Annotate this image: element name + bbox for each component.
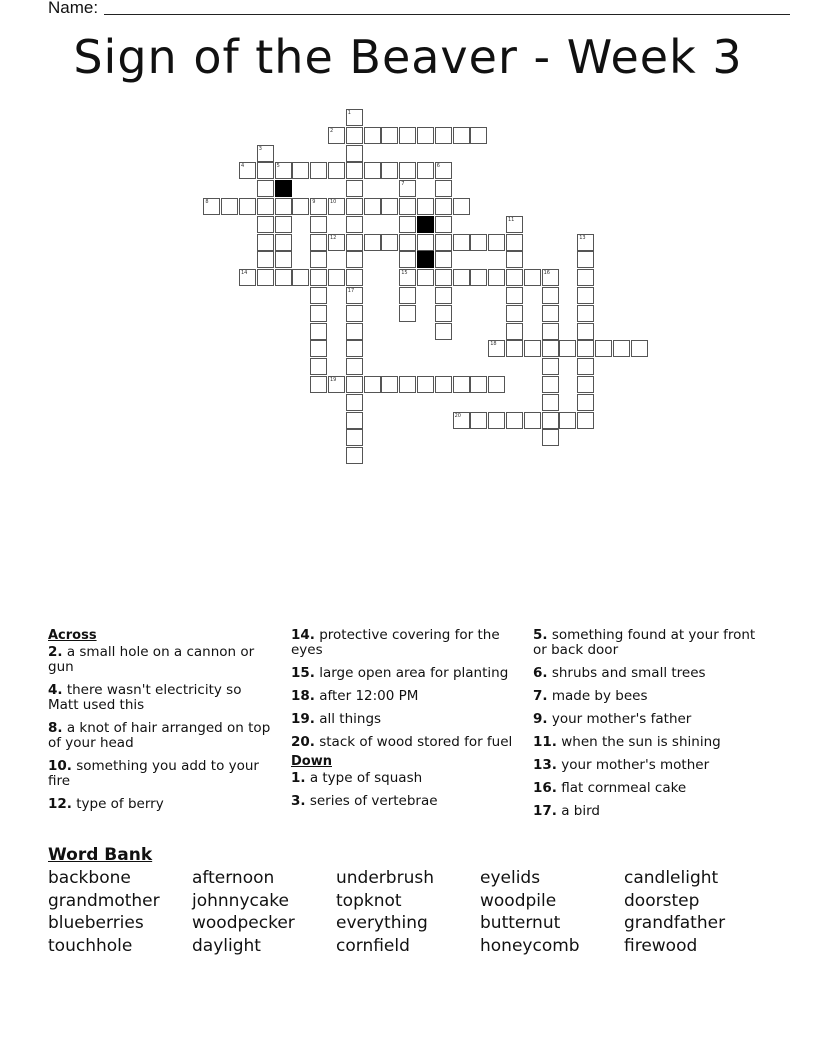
grid-cell[interactable] <box>577 305 594 322</box>
grid-cell[interactable] <box>417 269 434 286</box>
clue-number: 12. <box>48 796 72 812</box>
grid-cell[interactable] <box>542 305 559 322</box>
grid-cell[interactable] <box>435 251 452 268</box>
clue-number: 8. <box>48 720 63 736</box>
word-bank-word: backbone <box>48 868 131 888</box>
clue-number: 16. <box>533 780 557 796</box>
grid-cell[interactable] <box>346 251 363 268</box>
grid-cell[interactable] <box>257 198 274 215</box>
grid-number: 5 <box>276 163 280 170</box>
clue-text: stack of wood stored for fuel <box>319 734 513 750</box>
clues-column-2 <box>291 628 519 817</box>
grid-cell[interactable] <box>577 394 594 411</box>
grid-number: 15 <box>401 270 408 277</box>
clue-text: all things <box>319 711 382 727</box>
clues-column-3 <box>533 628 761 827</box>
clue-item <box>48 645 276 675</box>
clue-text: when the sun is shining <box>561 734 721 750</box>
across-heading: Across <box>48 628 97 643</box>
word-bank-title: Word Bank <box>48 845 153 865</box>
grid-cell[interactable] <box>453 198 470 215</box>
grid-cell[interactable] <box>346 269 363 286</box>
grid-number: 19 <box>330 377 337 383</box>
grid-cell[interactable] <box>257 162 274 179</box>
grid-cell[interactable] <box>435 198 452 215</box>
clue-text: your mother's mother <box>561 757 710 773</box>
word-bank-word: blueberries <box>48 913 144 933</box>
grid-cell[interactable] <box>399 376 416 393</box>
grid-number: 18 <box>490 341 497 348</box>
grid-cell[interactable] <box>346 447 363 464</box>
clue-text: a bird <box>561 803 600 819</box>
grid-cell[interactable] <box>542 376 559 393</box>
clue-text: flat cornmeal cake <box>561 780 687 796</box>
clue-item <box>48 683 276 713</box>
clue-number: 11. <box>533 734 557 750</box>
clue-item <box>533 666 761 681</box>
grid-cell[interactable] <box>417 162 434 179</box>
grid-cell[interactable] <box>310 269 327 286</box>
clue-item <box>533 712 761 727</box>
grid-cell[interactable] <box>292 162 309 179</box>
grid-cell[interactable] <box>577 251 594 268</box>
clue-item <box>48 797 276 812</box>
grid-cell[interactable] <box>239 198 256 215</box>
grid-cell[interactable] <box>310 234 327 251</box>
clue-item <box>533 735 761 750</box>
grid-cell[interactable] <box>364 376 381 393</box>
clues-column-1 <box>48 628 276 820</box>
grid-cell[interactable] <box>364 162 381 179</box>
grid-cell[interactable] <box>399 234 416 251</box>
clue-item <box>291 794 519 809</box>
grid-cell[interactable] <box>488 376 505 393</box>
grid-cell[interactable] <box>417 198 434 215</box>
grid-number: 16 <box>543 270 550 277</box>
word-bank-word: daylight <box>192 935 261 956</box>
grid-cell[interactable] <box>346 162 363 179</box>
word-bank-word: doorstep <box>624 890 700 911</box>
clue-text: a knot of hair arranged on top of your head <box>48 720 271 751</box>
word-bank-word: afternoon <box>192 868 275 888</box>
clue-number: 9. <box>533 711 548 727</box>
grid-cell[interactable] <box>364 198 381 215</box>
clue-text: a small hole on a cannon or gun <box>48 644 255 675</box>
grid-cell[interactable] <box>346 145 363 162</box>
grid-cell[interactable] <box>399 287 416 304</box>
grid-cell[interactable] <box>577 269 594 286</box>
clue-text: type of berry <box>76 796 164 812</box>
clue-item <box>533 781 761 796</box>
grid-number: 12 <box>330 234 337 241</box>
grid-cell[interactable] <box>470 234 487 251</box>
grid-cell[interactable] <box>275 251 292 268</box>
grid-cell[interactable] <box>488 412 505 429</box>
name-underline <box>104 14 790 15</box>
grid-cell[interactable] <box>577 358 594 375</box>
clue-text: something found at your front or back door <box>533 627 756 658</box>
grid-number: 4 <box>241 163 245 170</box>
grid-cell[interactable] <box>542 358 559 375</box>
grid-cell[interactable] <box>292 198 309 215</box>
clue-text: a type of squash <box>309 770 423 786</box>
clue-number: 1. <box>291 770 306 786</box>
word-bank-word: woodpecker <box>192 913 295 933</box>
grid-cell[interactable] <box>506 287 523 304</box>
grid-cell[interactable] <box>346 358 363 375</box>
grid-block <box>275 180 292 197</box>
grid-cell[interactable] <box>542 323 559 340</box>
grid-cell[interactable] <box>470 269 487 286</box>
grid-cell[interactable] <box>275 234 292 251</box>
clue-number: 5. <box>533 627 548 643</box>
grid-number: 8 <box>205 199 209 205</box>
grid-cell[interactable] <box>257 216 274 233</box>
grid-number: 2 <box>330 127 334 134</box>
grid-cell[interactable] <box>364 127 381 144</box>
clue-number: 20. <box>291 734 315 750</box>
clue-number: 15. <box>291 665 315 681</box>
grid-number: 13 <box>579 234 586 241</box>
page-title: Sign of the Beaver - Week 3 <box>73 30 743 84</box>
clue-text: after 12:00 PM <box>319 688 419 704</box>
grid-cell[interactable] <box>399 305 416 322</box>
clue-item <box>291 771 519 786</box>
grid-cell[interactable] <box>613 340 630 357</box>
grid-cell[interactable] <box>417 127 434 144</box>
grid-cell[interactable] <box>257 269 274 286</box>
grid-block <box>417 216 434 233</box>
grid-cell[interactable] <box>435 287 452 304</box>
grid-number: 1 <box>347 110 351 116</box>
grid-number: 6 <box>436 163 440 170</box>
grid-cell[interactable] <box>275 269 292 286</box>
grid-cell[interactable] <box>453 234 470 251</box>
clue-text: series of vertebrae <box>309 793 438 809</box>
grid-cell[interactable] <box>542 340 559 357</box>
grid-cell[interactable] <box>506 269 523 286</box>
grid-cell[interactable] <box>453 376 470 393</box>
grid-cell[interactable] <box>524 340 541 357</box>
grid-cell[interactable] <box>310 162 327 179</box>
grid-cell[interactable] <box>435 180 452 197</box>
grid-cell[interactable] <box>310 358 327 375</box>
word-bank-word: eyelids <box>480 868 541 888</box>
word-bank-word: honeycomb <box>480 935 580 956</box>
clue-number: 13. <box>533 757 557 773</box>
grid-number: 20 <box>454 412 461 419</box>
clue-item <box>291 666 519 681</box>
grid-cell[interactable] <box>346 198 363 215</box>
grid-cell[interactable] <box>381 127 398 144</box>
word-bank-word: underbrush <box>336 868 434 888</box>
grid-number: 7 <box>401 181 405 188</box>
grid-cell[interactable] <box>257 251 274 268</box>
clue-number: 4. <box>48 682 63 698</box>
clue-number: 17. <box>533 803 557 819</box>
grid-cell[interactable] <box>275 198 292 215</box>
grid-number: 3 <box>258 145 262 152</box>
grid-cell[interactable] <box>470 412 487 429</box>
grid-cell[interactable] <box>470 127 487 144</box>
clue-item <box>533 628 761 658</box>
word-bank-word: touchhole <box>48 935 133 956</box>
grid-cell[interactable] <box>577 323 594 340</box>
grid-cell[interactable] <box>488 269 505 286</box>
grid-cell[interactable] <box>346 376 363 393</box>
clue-number: 10. <box>48 758 72 774</box>
grid-cell[interactable] <box>381 162 398 179</box>
grid-cell[interactable] <box>435 323 452 340</box>
clue-number: 2. <box>48 644 63 660</box>
grid-cell[interactable] <box>346 127 363 144</box>
clue-number: 14. <box>291 627 315 643</box>
grid-cell[interactable] <box>435 305 452 322</box>
grid-cell[interactable] <box>524 269 541 286</box>
grid-cell[interactable] <box>381 198 398 215</box>
grid-cell[interactable] <box>310 305 327 322</box>
grid-cell[interactable] <box>257 180 274 197</box>
word-bank-word: topknot <box>336 890 402 911</box>
word-bank <box>48 867 778 957</box>
clue-item <box>291 712 519 727</box>
grid-cell[interactable] <box>435 234 452 251</box>
grid-cell[interactable] <box>453 127 470 144</box>
grid-cell[interactable] <box>381 376 398 393</box>
clue-item <box>291 689 519 704</box>
grid-cell[interactable] <box>399 198 416 215</box>
grid-cell[interactable] <box>346 412 363 429</box>
clue-text: something you add to your fire <box>48 758 259 789</box>
word-bank-word: woodpile <box>480 890 557 911</box>
clue-text: protective covering for the eyes <box>291 627 500 658</box>
grid-number: 14 <box>241 270 248 277</box>
grid-cell[interactable] <box>506 323 523 340</box>
word-bank-word: everything <box>336 913 428 933</box>
word-bank-word: grandfather <box>624 913 726 933</box>
clue-item <box>291 628 519 658</box>
clue-number: 18. <box>291 688 315 704</box>
grid-cell[interactable] <box>346 216 363 233</box>
clue-item <box>533 804 761 819</box>
grid-cell[interactable] <box>595 340 612 357</box>
grid-cell[interactable] <box>506 234 523 251</box>
name-field[interactable] <box>48 0 748 20</box>
grid-cell[interactable] <box>417 376 434 393</box>
grid-cell[interactable] <box>559 412 576 429</box>
grid-cell[interactable] <box>328 269 345 286</box>
grid-cell[interactable] <box>399 216 416 233</box>
clue-number: 19. <box>291 711 315 727</box>
grid-cell[interactable] <box>399 127 416 144</box>
grid-cell[interactable] <box>506 251 523 268</box>
grid-cell[interactable] <box>470 376 487 393</box>
grid-cell[interactable] <box>310 287 327 304</box>
grid-cell[interactable] <box>506 412 523 429</box>
clue-text: made by bees <box>551 688 648 704</box>
clue-item <box>291 735 519 750</box>
grid-cell[interactable] <box>399 162 416 179</box>
grid-cell[interactable] <box>381 234 398 251</box>
grid-cell[interactable] <box>524 412 541 429</box>
word-bank-word: grandmother <box>48 890 160 911</box>
grid-cell[interactable] <box>488 234 505 251</box>
clue-item <box>48 721 276 751</box>
grid-block <box>417 251 434 268</box>
grid-cell[interactable] <box>631 340 648 357</box>
grid-cell[interactable] <box>346 394 363 411</box>
word-bank-word: johnnycake <box>192 890 289 911</box>
grid-cell[interactable] <box>453 269 470 286</box>
grid-cell[interactable] <box>506 340 523 357</box>
grid-cell[interactable] <box>542 429 559 446</box>
grid-cell[interactable] <box>364 234 381 251</box>
grid-cell[interactable] <box>310 323 327 340</box>
grid-cell[interactable] <box>310 251 327 268</box>
grid-cell[interactable] <box>577 376 594 393</box>
clue-text: your mother's father <box>551 711 692 727</box>
clue-item <box>48 759 276 789</box>
grid-cell[interactable] <box>310 376 327 393</box>
grid-cell[interactable] <box>292 269 309 286</box>
grid-cell[interactable] <box>435 216 452 233</box>
grid-cell[interactable] <box>559 340 576 357</box>
grid-cell[interactable] <box>275 216 292 233</box>
grid-number: 10 <box>330 199 337 205</box>
clue-item <box>533 689 761 704</box>
clue-text: shrubs and small trees <box>551 665 706 681</box>
grid-cell[interactable] <box>577 340 594 357</box>
grid-cell[interactable] <box>435 376 452 393</box>
grid-cell[interactable] <box>346 305 363 322</box>
grid-cell[interactable] <box>542 394 559 411</box>
grid-cell[interactable] <box>577 412 594 429</box>
grid-cell[interactable] <box>577 287 594 304</box>
grid-cell[interactable] <box>346 340 363 357</box>
name-label: Name: <box>48 0 99 17</box>
grid-cell[interactable] <box>257 234 274 251</box>
grid-cell[interactable] <box>506 305 523 322</box>
word-bank-word: cornfield <box>336 935 410 956</box>
grid-number: 9 <box>312 199 316 205</box>
grid-number: 17 <box>347 288 355 294</box>
clue-number: 3. <box>291 793 306 809</box>
clue-text: large open area for planting <box>319 665 509 681</box>
clue-text: there wasn't electricity so Matt used this <box>48 682 242 713</box>
word-bank-word: butternut <box>480 913 561 933</box>
grid-cell[interactable] <box>346 234 363 251</box>
grid-cell[interactable] <box>435 269 452 286</box>
down-heading: Down <box>291 754 332 769</box>
grid-cell[interactable] <box>310 340 327 357</box>
grid-cell[interactable] <box>542 287 559 304</box>
grid-cell[interactable] <box>346 180 363 197</box>
grid-number: 11 <box>508 216 515 223</box>
grid-cell[interactable] <box>417 234 434 251</box>
word-bank-word: firewood <box>624 935 698 956</box>
word-bank-word: candlelight <box>624 868 719 888</box>
grid-cell[interactable] <box>346 323 363 340</box>
grid-cell[interactable] <box>310 216 327 233</box>
grid-cell[interactable] <box>346 429 363 446</box>
grid-cell[interactable] <box>221 198 238 215</box>
grid-cell[interactable] <box>542 412 559 429</box>
clue-number: 6. <box>533 665 548 681</box>
grid-cell[interactable] <box>435 127 452 144</box>
grid-cell[interactable] <box>328 162 345 179</box>
clue-item <box>533 758 761 773</box>
clue-number: 7. <box>533 688 548 704</box>
grid-cell[interactable] <box>399 251 416 268</box>
